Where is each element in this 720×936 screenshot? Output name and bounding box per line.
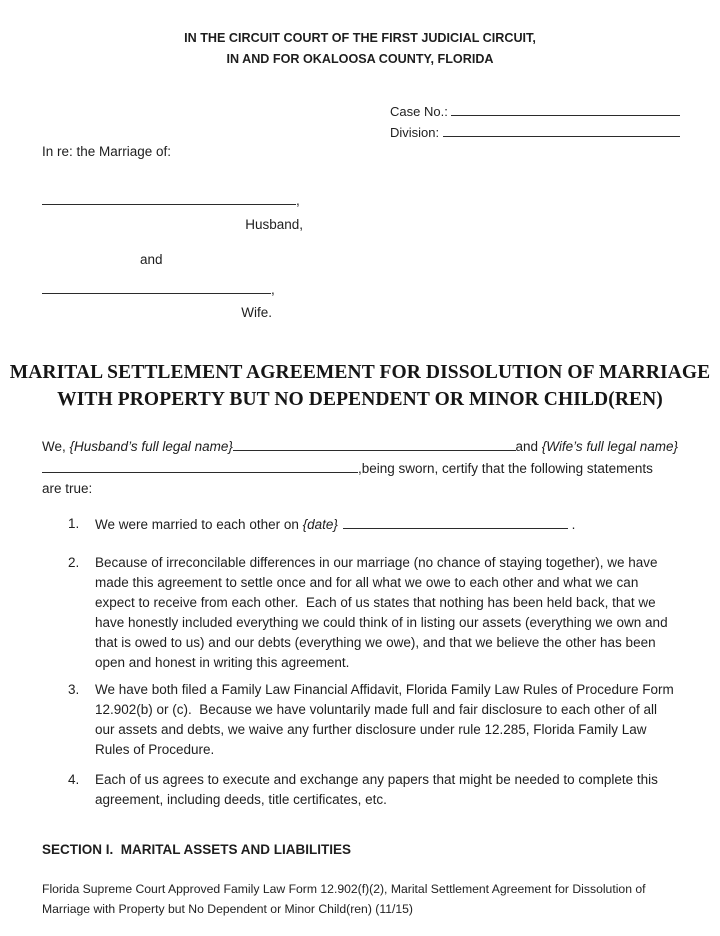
list-item-1-number: 1. (68, 516, 80, 531)
case-no-row (390, 101, 680, 122)
list-item-2 (68, 553, 678, 673)
intro-line-2 (42, 458, 678, 480)
list-item-3-number: 3. (68, 682, 80, 697)
list-item-1 (68, 514, 678, 535)
wife-name-blank[interactable] (42, 279, 271, 294)
court-header-line2: IN AND FOR OKALOOSA COUNTY, FLORIDA (226, 52, 494, 66)
marriage-date-period: . (567, 517, 576, 532)
footer-text: Florida Supreme Court Approved Family Law Form 12.902(f)(2), Marital Settlement Agreement for Dissolution of Marriage with Property but No Dependent or Minor Child(ren) (11/15) (42, 882, 646, 916)
sworn-text: ,being sworn, certify that the following statements (358, 460, 653, 476)
case-no-blank[interactable] (451, 101, 680, 116)
husband-name-placeholder: {Husband’s full legal name} (69, 439, 233, 454)
list-item-3-text: We have both filed a Family Law Financial Affidavit, Florida Family Law Rules of Procedure Form 12.902(b) or (c). Because we have voluntarily made full and fair disclosure to each other of all our assets and debts, we waive any further disclosure under rule 12.285, Florida Family Law Rules of Procedure. (95, 682, 678, 757)
list-item-4-number: 4. (68, 772, 80, 787)
case-no-label: Case No.: (390, 104, 452, 119)
intro-line-1 (42, 436, 678, 458)
wife-name-placeholder: {Wife’s full legal name} (541, 439, 678, 454)
list-item-2-number: 2. (68, 555, 80, 570)
list-item-4 (68, 770, 678, 810)
husband-role-label: Husband, (245, 217, 303, 232)
marriage-date-blank[interactable] (343, 514, 568, 529)
document-title-line1: MARITAL SETTLEMENT AGREEMENT FOR DISSOLUTION OF MARRIAGE (9, 362, 711, 383)
court-header-line1: IN THE CIRCUIT COURT OF THE FIRST JUDICIAL CIRCUIT, (184, 31, 536, 45)
document-title-line2: WITH PROPERTY BUT NO DEPENDENT OR MINOR CHILD(REN) (57, 389, 663, 410)
wife-blank-comma: , (271, 282, 275, 297)
and-midfix: and (515, 439, 542, 454)
division-label: Division: (390, 125, 443, 140)
intro-wife-name-blank[interactable] (42, 458, 358, 473)
husband-name-row (42, 190, 300, 211)
we-prefix: We, (42, 439, 70, 454)
list-item-2-text: Because of irreconcilable differences in our marriage (no chance of staying together), we have made this agreement to settle once and for all what we owe to each other and what we can expect to receive from each other. Each of us states that nothing has been held back, that we have honestly included everything we could think of in listing our assets (everything we own and that is owed to us) and our debts (everything we owe), and that we believe the other has been open and honest in writing this agreement. (95, 555, 672, 670)
date-placeholder: {date} (302, 517, 338, 532)
list-item-3 (68, 680, 678, 760)
in-re-label: In re: the Marriage of: (42, 144, 172, 159)
and-connector: and (140, 252, 163, 267)
division-blank[interactable] (443, 122, 680, 137)
list-item-4-text: Each of us agrees to execute and exchange any papers that might be needed to complete this agreement, including deeds, title certificates, etc. (95, 772, 662, 807)
wife-role-label: Wife. (241, 305, 272, 320)
are-true-text: are true: (42, 481, 93, 496)
intro-husband-name-blank[interactable] (233, 436, 516, 451)
list-item-1-text (95, 514, 678, 535)
section-heading: SECTION I. MARITAL ASSETS AND LIABILITIES (42, 842, 352, 857)
husband-blank-comma: , (296, 193, 300, 208)
wife-name-row (42, 279, 275, 300)
intro-paragraph (42, 436, 678, 501)
division-row (390, 122, 680, 143)
marriage-date-text: We were married to each other on (95, 517, 303, 532)
husband-name-blank[interactable] (42, 190, 296, 205)
